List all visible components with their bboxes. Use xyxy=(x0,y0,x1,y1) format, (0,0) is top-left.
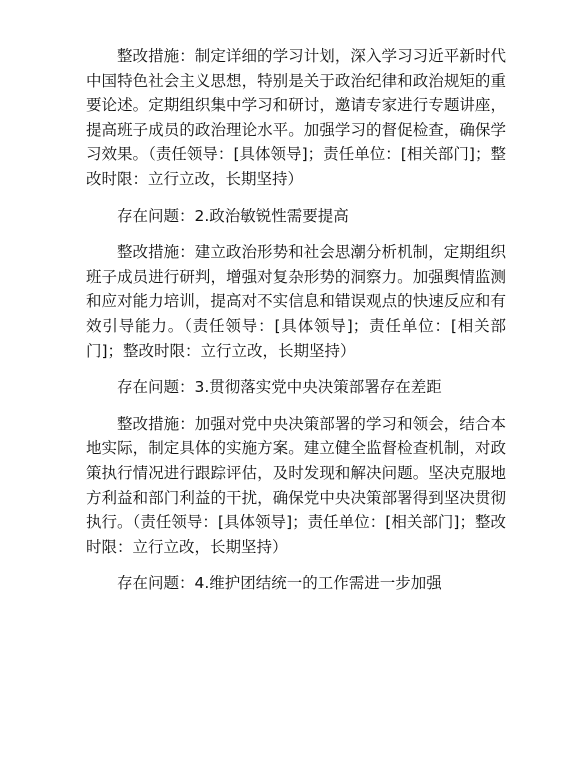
measure-paragraph-2: 整改措施：建立政治形势和社会思潮分析机制，定期组织班子成员进行研判，增强对复杂形势的洞察力。加强舆情监测和应对能力培训，提高对不实信息和错误观点的快速反应和有效引导能力。（责任领导：[具体领导]；责任单位：[相关部门]；整改时限：立行立改，长期坚持） xyxy=(86,243,506,360)
measure-paragraph-1: 整改措施：制定详细的学习计划，深入学习习近平新时代中国特色社会主义思想，特别是关于政治纪律和政治规矩的重要论述。定期组织集中学习和研讨，邀请专家进行专题讲座，提高班子成员的政治理论水平。加强学习的督促检查，确保学习效果。（责任领导：[具体领导]；责任单位：[相关部门]；整改时限：立行立改，长期坚持） xyxy=(86,47,506,188)
issue-heading-4: 存在问题：4.维护团结统一的工作需进一步加强 xyxy=(117,574,442,593)
paragraph-gap xyxy=(86,228,506,240)
issue-heading-3: 存在问题：3.贯彻落实党中央决策部署存在差距 xyxy=(117,378,442,397)
paragraph-gap xyxy=(86,559,506,571)
paragraph-gap xyxy=(86,400,506,412)
measure-paragraph-3: 整改措施：加强对党中央决策部署的学习和领会，结合本地实际，制定具体的实施方案。建立健全监督检查机制，对政策执行情况进行跟踪评估，及时发现和解决问题。坚决克服地方利益和部门利益的干扰，确保党中央决策部署得到坚决贯彻执行。（责任领导：[具体领导]；责任单位：[相关部门]；整改时限：立行立改，长期坚持） xyxy=(86,414,506,556)
document-page xyxy=(86,44,506,596)
issue-heading-2: 存在问题：2.政治敏锐性需要提高 xyxy=(117,206,349,225)
paragraph-gap xyxy=(86,192,506,204)
paragraph-gap xyxy=(86,363,506,375)
